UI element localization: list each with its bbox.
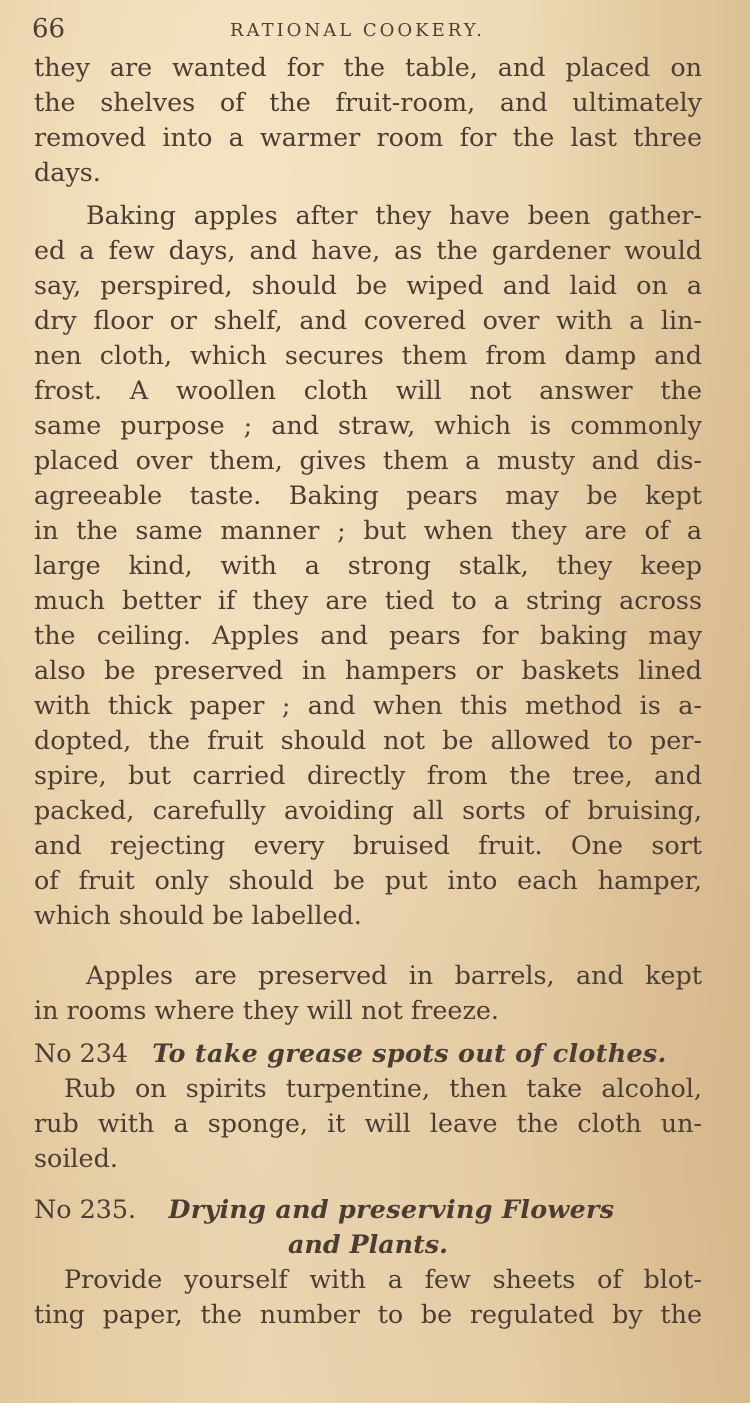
recipe-title-continued: and Plants.: [287, 1229, 449, 1259]
text-line: nen cloth, which secures them from damp and: [34, 340, 702, 370]
text-line: with thick paper ; and when this method is a-: [34, 690, 702, 720]
text-line: ting paper, the number to be regulated by the: [34, 1299, 702, 1329]
text-line: dopted, the fruit should not be allowed to per-: [34, 725, 702, 755]
text-line: frost. A woollen cloth will not answer the: [34, 375, 702, 405]
text-line: much better if they are tied to a string across: [34, 585, 702, 615]
page-header: [30, 14, 720, 48]
text-line: ed a few days, and have, as the gardener would: [34, 235, 702, 265]
text-line: Rub on spirits turpentine, then take alcohol,: [64, 1073, 702, 1103]
text-line: the ceiling. Apples and pears for baking may: [34, 620, 702, 650]
text-line: say, perspired, should be wiped and laid on a: [34, 270, 702, 300]
recipe-title: Drying and preserving Flowers: [168, 1194, 615, 1224]
text-line: which should be labelled.: [34, 900, 362, 930]
text-line: placed over them, gives them a musty and dis-: [34, 445, 702, 475]
text-line: in rooms where they will not freeze.: [34, 995, 499, 1025]
text-line: also be preserved in hampers or baskets lined: [34, 655, 702, 685]
text-line: agreeable taste. Baking pears may be kept: [34, 480, 702, 510]
text-line: soiled.: [34, 1143, 118, 1173]
text-line: the shelves of the fruit-room, and ultimately: [34, 87, 702, 117]
text-line: removed into a warmer room for the last three: [34, 122, 702, 152]
recipe-235: [34, 1192, 702, 1332]
page-number: 66: [32, 14, 66, 44]
recipe-number: No 234: [34, 1038, 129, 1068]
text-line: they are wanted for the table, and placed on: [34, 52, 702, 82]
recipe-234: [34, 1036, 702, 1176]
running-head: RATIONAL COOKERY.: [230, 20, 486, 41]
recipe-title: To take grease spots out of clothes.: [152, 1038, 667, 1068]
text-line: in the same manner ; but when they are of a: [34, 515, 702, 545]
recipe-heading: [34, 1192, 702, 1227]
text-line: Apples are preserved in barrels, and kept: [86, 960, 702, 990]
text-line: same purpose ; and straw, which is commonly: [34, 410, 702, 440]
text-line: spire, but carried directly from the tree, and: [34, 760, 702, 790]
text-line: dry floor or shelf, and covered over with a lin-: [34, 305, 702, 335]
text-line: Baking apples after they have been gather-: [86, 200, 702, 230]
text-line: and rejecting every bruised fruit. One sort: [34, 830, 702, 860]
text-line: days.: [34, 157, 101, 187]
text-line: of fruit only should be put into each hamper,: [34, 865, 702, 895]
text-line: large kind, with a strong stalk, they keep: [34, 550, 702, 580]
recipe-heading: [34, 1036, 702, 1071]
recipe-number: No 235.: [34, 1194, 137, 1224]
paragraph-continued: [34, 50, 702, 190]
text-line: rub with a sponge, it will leave the cloth un-: [34, 1108, 702, 1138]
paragraph-baking-apples: [34, 198, 702, 933]
text-line: packed, carefully avoiding all sorts of bruising,: [34, 795, 702, 825]
text-line: Provide yourself with a few sheets of blot-: [64, 1264, 702, 1294]
paragraph-apples-barrels: [34, 958, 702, 1028]
